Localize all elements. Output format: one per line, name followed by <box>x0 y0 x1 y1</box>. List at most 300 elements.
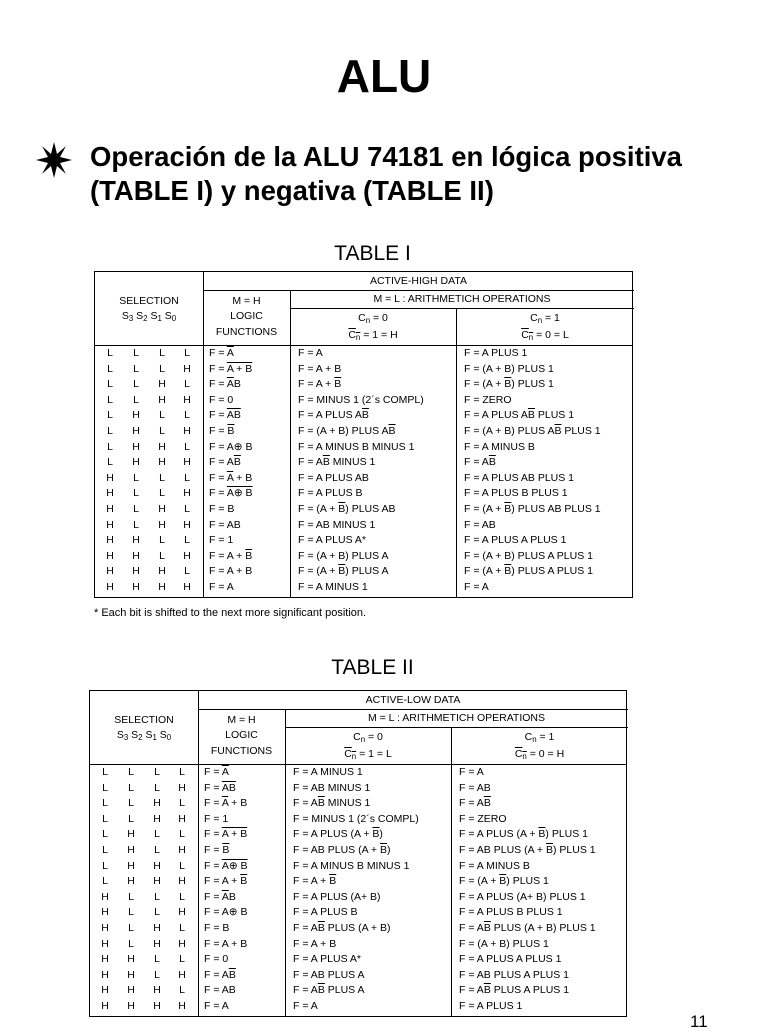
carry-subscript: n <box>351 752 357 761</box>
carry-symbol: $C_n$ <box>521 329 534 342</box>
selection-value: H <box>132 440 140 453</box>
carry-cn1-top <box>451 730 628 744</box>
formula-part: F = ZERO <box>459 812 507 825</box>
formula-part: F = (A + B) PLUS 1 <box>464 362 554 375</box>
selection-bit-prefix: S <box>164 309 172 322</box>
carry-subscript: n <box>365 316 371 325</box>
grid-line <box>203 290 634 291</box>
formula-part: ) PLUS AB PLUS 1 <box>511 503 601 515</box>
formula-part: ) <box>386 844 391 856</box>
selection-label: SELECTION <box>119 294 179 307</box>
formula-part: $\overline{B}$ <box>504 503 512 515</box>
a0-cell <box>298 424 395 440</box>
a1-cell <box>464 502 601 518</box>
a0-cell <box>293 952 361 968</box>
selection-value: H <box>153 1000 161 1012</box>
grid-line <box>198 709 628 710</box>
selection-value: L <box>179 922 185 934</box>
formula-part: $\overline{B}$ <box>322 456 330 469</box>
selection-value: L <box>133 393 139 406</box>
a1-cell <box>459 781 491 797</box>
selection-value: H <box>158 518 166 531</box>
selection-value: L <box>128 937 134 950</box>
formula-part: F = AB <box>209 518 241 531</box>
selection-value: L <box>184 440 190 453</box>
a1-cell <box>464 471 574 487</box>
a0-cell <box>293 921 390 937</box>
footnote: * Each bit is shifted to the next more significant position. <box>94 607 367 619</box>
selection-value: H <box>101 968 109 981</box>
a1-cell <box>459 843 596 859</box>
formula-part: F = A + B <box>204 937 248 950</box>
formula-part: F = <box>209 471 227 484</box>
selection-value: H <box>127 875 135 888</box>
formula-part: $\overline{B}$ <box>222 844 230 856</box>
formula-part: $\overline{B}$ <box>228 968 236 981</box>
formula-part: F = A PLUS A* <box>298 534 366 547</box>
selection-value: L <box>159 487 165 500</box>
selection-value: L <box>159 362 165 375</box>
a1-cell <box>464 564 593 580</box>
formula-part: F = A <box>459 797 484 810</box>
selection-value: H <box>132 565 140 578</box>
formula-part: F = <box>209 362 227 375</box>
a1-cell <box>459 905 563 921</box>
selection-value: H <box>183 549 191 562</box>
formula-part: F = A <box>464 581 489 593</box>
a1-cell <box>459 921 596 937</box>
logic-cell <box>209 486 253 502</box>
selection-label: SELECTION <box>114 713 174 726</box>
selection-value: H <box>158 378 166 391</box>
formula-part: A⊕ B <box>221 859 248 872</box>
formula-part: $\overline{B}$ <box>388 425 396 437</box>
logic-cell <box>204 765 229 781</box>
selection-value: H <box>106 549 114 562</box>
selection-value: H <box>101 890 109 903</box>
a1-cell <box>464 533 566 549</box>
carry-symbol: $C_n$ <box>524 731 537 744</box>
formula-part: $\overline{B}$ <box>338 565 346 578</box>
selection-value: H <box>153 797 161 810</box>
selection-value: H <box>183 518 191 531</box>
formula-part: F = A + <box>293 875 330 888</box>
formula-part: F = <box>204 766 222 778</box>
selection-value: L <box>107 440 113 453</box>
a1-cell <box>464 393 512 409</box>
formula-part: $\overline{B}$ <box>317 922 325 934</box>
logic-mode: M = H <box>227 714 256 726</box>
logic-label-2: FUNCTIONS <box>215 326 278 338</box>
selection-value: H <box>106 581 114 593</box>
formula-part: $\overline{AB}$ <box>221 781 236 794</box>
selection-value: H <box>153 859 161 872</box>
logic-label-2: FUNCTIONS <box>210 745 273 757</box>
formula-part: F = A MINUS 1 <box>293 766 363 778</box>
selection-value: H <box>106 518 114 531</box>
formula-part: PLUS (A + B) <box>324 922 391 934</box>
selection-value: L <box>133 347 139 359</box>
carry-value: = 0 = H <box>529 748 565 760</box>
formula-part: F = A <box>293 984 318 997</box>
selection-value: L <box>107 409 113 422</box>
formula-part: $\overline{B}$ <box>483 984 491 997</box>
logic-cell <box>209 362 252 378</box>
logic-cell <box>209 564 252 580</box>
table-row <box>90 999 626 1015</box>
formula-part: F = A PLUS (A+ B) <box>293 890 381 903</box>
table-row <box>95 564 632 580</box>
formula-part: F = A <box>204 1000 229 1012</box>
formula-part: MINUS 1 <box>324 797 371 810</box>
formula-part: $\overline{B}$ <box>329 875 337 888</box>
table-row <box>95 346 632 362</box>
a1-cell <box>459 890 586 906</box>
table-1-title: TABLE I <box>334 242 411 265</box>
formula-part: F = AB PLUS (A + <box>459 844 546 856</box>
a0-cell <box>298 549 388 565</box>
selection-value: L <box>154 953 160 966</box>
selection-value: L <box>102 844 108 856</box>
carry-symbol: $C_n$ <box>344 748 357 761</box>
table-row <box>95 377 632 393</box>
page-number: 11 <box>690 1012 708 1031</box>
a1-cell <box>459 796 491 812</box>
formula-part: F = A PLUS A <box>298 409 362 422</box>
formula-part: ) <box>379 828 383 841</box>
logic-cell <box>209 502 234 518</box>
formula-part: $\overline{B}$ <box>317 984 325 997</box>
formula-part: F = A PLUS A PLUS 1 <box>459 953 562 966</box>
logic-cell <box>209 533 233 549</box>
selection-value: H <box>158 503 166 515</box>
carry-subscript: n <box>355 333 361 342</box>
selection-value: L <box>179 890 185 903</box>
a1-cell <box>464 549 593 565</box>
logic-cell <box>209 440 253 456</box>
formula-part: $\overline{B}$ <box>527 409 535 422</box>
table-body <box>89 765 627 1017</box>
formula-part: $\overline{A}$ <box>226 347 234 359</box>
formula-part: F = 0 <box>209 393 234 406</box>
formula-part: F = <box>209 487 227 500</box>
selection-value: H <box>132 534 140 547</box>
selection-value: L <box>184 409 190 422</box>
selection-bit-index: 3 <box>123 732 129 742</box>
logic-cell <box>204 999 229 1015</box>
formula-part: B <box>228 890 236 903</box>
formula-part: A + B <box>221 828 248 841</box>
formula-part: ) PLUS A <box>345 565 389 578</box>
selection-value: L <box>179 859 185 872</box>
logic-cell <box>209 393 233 409</box>
logic-cell <box>204 905 248 921</box>
formula-part: F = A PLUS 1 <box>459 1000 523 1012</box>
carry-value: = 1 <box>539 731 555 743</box>
a0-cell <box>298 393 424 409</box>
carry-cn0-bottom <box>290 328 456 342</box>
selection-value: L <box>154 781 160 794</box>
formula-part: $\overline{B}$ <box>538 828 546 841</box>
logic-cell <box>204 937 247 953</box>
formula-part: F = AB <box>459 781 491 794</box>
carry-subscript: n <box>360 735 366 744</box>
table-row <box>90 874 626 890</box>
a0-cell <box>293 890 381 906</box>
formula-part: F = MINUS 1 (2´s COMPL) <box>298 393 424 406</box>
selection-value: H <box>101 906 109 919</box>
selection-value: H <box>183 425 191 437</box>
grid-line <box>290 308 634 309</box>
formula-part: F = A PLUS A PLUS 1 <box>464 534 567 547</box>
formula-part: A + B <box>226 362 253 375</box>
selection-value: H <box>106 503 114 515</box>
a0-cell <box>293 796 370 812</box>
formula-part: PLUS (A + B) PLUS 1 <box>490 922 596 934</box>
formula-part: $\overline{B}$ <box>361 409 369 422</box>
selection-value: L <box>159 549 165 562</box>
carry-subscript: n <box>537 316 543 325</box>
logic-mode: M = H <box>232 295 261 307</box>
a0-cell <box>298 408 369 424</box>
formula-part: $\overline{B}$ <box>334 378 342 391</box>
logic-label-1: LOGIC <box>230 310 263 322</box>
formula-part: PLUS 1 <box>534 409 575 422</box>
table-row <box>95 393 632 409</box>
logic-cell <box>209 377 241 393</box>
selection-value: L <box>154 968 160 981</box>
selection-value: L <box>128 906 134 919</box>
arith-mode: M = L : ARITHMETICH OPERATIONS <box>367 712 546 724</box>
formula-part: $\overline{A}$ <box>226 471 234 484</box>
formula-part: F = 0 <box>204 953 229 966</box>
formula-part: ) PLUS 1 <box>545 828 589 841</box>
selection-value: L <box>159 347 165 359</box>
selection-value: L <box>107 425 113 437</box>
carry-cn1-top <box>456 311 634 325</box>
a1-cell <box>464 346 527 362</box>
selection-value: H <box>183 487 191 500</box>
selection-value: L <box>107 378 113 391</box>
a1-cell <box>459 983 569 999</box>
selection-value: H <box>158 456 166 469</box>
table-row <box>95 408 632 424</box>
carry-symbol: $C_n$ <box>530 312 543 325</box>
selection-value: H <box>127 953 135 966</box>
selection-value: L <box>128 890 134 903</box>
a0-cell <box>298 440 414 456</box>
logic-cell <box>204 874 247 890</box>
logic-cell <box>209 455 241 471</box>
a0-cell <box>298 564 388 580</box>
selection-value: H <box>183 456 191 469</box>
formula-part: F = A PLUS A* <box>293 953 361 966</box>
selection-header <box>90 691 198 764</box>
selection-value: L <box>133 487 139 500</box>
a0-cell <box>298 486 363 502</box>
formula-part: $\overline{B}$ <box>372 828 380 841</box>
formula-part: F = AB MINUS 1 <box>298 518 376 531</box>
table-row <box>90 843 626 859</box>
a0-cell <box>293 999 318 1015</box>
selection-value: L <box>128 797 134 810</box>
selection-value: H <box>101 953 109 966</box>
formula-part: $\overline{B}$ <box>554 425 562 437</box>
formula-part: F = AB <box>464 518 496 531</box>
formula-part: F = A <box>459 766 484 778</box>
selection-value: L <box>133 471 139 484</box>
carry-subscript: n <box>532 735 537 744</box>
selection-value: H <box>158 565 166 578</box>
selection-value: H <box>106 565 114 578</box>
star-burst-icon <box>34 140 74 180</box>
formula-part: $\overline{B}$ <box>483 922 491 934</box>
selection-bits <box>117 728 171 743</box>
formula-part: F = ZERO <box>464 393 512 406</box>
selection-bit-index: 2 <box>143 313 148 323</box>
formula-part: F = A PLUS AB <box>298 471 369 484</box>
selection-value: L <box>159 471 165 484</box>
table-row <box>95 533 632 549</box>
formula-part: ) PLUS 1 <box>506 875 549 888</box>
selection-value: L <box>184 534 190 547</box>
heading-line-1: Operación de la ALU 74181 en lógica positiva <box>90 141 682 172</box>
formula-part: $\overline{A}$ <box>221 797 229 810</box>
selection-value: H <box>127 828 135 841</box>
table-header <box>94 271 633 346</box>
carry-subscript: n <box>528 333 534 342</box>
logic-cell <box>204 921 229 937</box>
formula-part: F = (A + <box>464 378 505 391</box>
selection-value: L <box>179 766 185 778</box>
a1-cell <box>464 518 496 534</box>
selection-value: L <box>159 425 165 437</box>
selection-value: L <box>184 565 190 578</box>
logic-cell <box>204 890 236 906</box>
formula-part: F = (A + <box>298 503 339 515</box>
formula-part: A⊕ B <box>226 487 253 500</box>
selection-bit-index: 3 <box>128 313 134 323</box>
formula-part: F = A MINUS B MINUS 1 <box>293 859 410 872</box>
selection-value: H <box>183 393 191 406</box>
formula-part: $\overline{B}$ <box>499 875 507 888</box>
selection-value: L <box>154 844 160 856</box>
formula-part: F = 1 <box>204 812 229 825</box>
logic-cell <box>209 549 252 565</box>
carry-symbol: $C_n$ <box>514 748 527 761</box>
selection-value: H <box>101 937 109 950</box>
heading-text <box>90 140 760 208</box>
selection-value: H <box>106 534 114 547</box>
selection-bit-index: 0 <box>171 313 177 323</box>
formula-part: F = A + B <box>298 362 342 375</box>
alu-table-1 <box>94 271 633 598</box>
carry-cn1-bottom <box>456 328 634 342</box>
formula-part: F = <box>204 828 222 841</box>
selection-value: H <box>153 812 161 825</box>
a0-cell <box>298 471 369 487</box>
carry-value: = 0 = L <box>536 329 569 341</box>
a1-cell <box>464 580 489 596</box>
carry-cn0-top <box>290 311 456 325</box>
formula-part: PLUS A PLUS 1 <box>490 984 570 997</box>
selection-value: L <box>107 347 113 359</box>
selection-value: H <box>153 875 161 888</box>
formula-part: F = A <box>298 456 323 469</box>
formula-part: F = A PLUS (A+ B) PLUS 1 <box>459 890 586 903</box>
formula-part: PLUS A <box>324 984 365 997</box>
selection-value: H <box>127 984 135 997</box>
formula-part: F = A PLUS (A + <box>293 828 373 841</box>
selection-value: H <box>101 1000 109 1012</box>
formula-part: F = MINUS 1 (2´s COMPL) <box>293 812 419 825</box>
formula-part: F = A + <box>298 378 335 391</box>
formula-part: F = <box>204 844 223 856</box>
a1-cell <box>464 455 496 471</box>
formula-part: $\overline{B}$ <box>504 378 512 391</box>
logic-cell <box>204 781 236 797</box>
table-row <box>90 890 626 906</box>
selection-value: H <box>158 440 166 453</box>
carry-symbol: $C_n$ <box>358 312 371 325</box>
formula-part: F = A <box>293 797 318 810</box>
selection-value: L <box>184 347 190 359</box>
logic-cell <box>204 796 247 812</box>
formula-part: F = A <box>459 922 484 934</box>
formula-part: F = <box>204 797 222 810</box>
carry-symbol: $C_n$ <box>348 329 361 342</box>
selection-value: H <box>127 1000 135 1012</box>
formula-part: F = A PLUS B <box>293 906 358 919</box>
a0-cell <box>293 765 363 781</box>
formula-part: F = <box>209 425 228 437</box>
selection-value: H <box>178 875 186 888</box>
formula-part: MINUS 1 <box>329 456 376 469</box>
a1-cell <box>464 440 535 456</box>
table-row <box>90 781 626 797</box>
formula-part: PLUS 1 <box>561 425 601 437</box>
formula-part: F = (A + <box>298 565 339 578</box>
a1-cell <box>459 765 484 781</box>
selection-value: H <box>127 859 135 872</box>
a0-cell <box>293 843 390 859</box>
selection-bit-prefix: S <box>131 728 139 741</box>
selection-bit-prefix: S <box>121 309 129 322</box>
selection-value: H <box>153 922 161 934</box>
formula-part: F = A MINUS B <box>464 440 535 453</box>
table-row <box>95 486 632 502</box>
selection-bit-index: 0 <box>166 732 172 742</box>
table-row <box>95 502 632 518</box>
formula-part: F = <box>204 781 222 794</box>
formula-part: F = A <box>204 968 229 981</box>
formula-part: ) PLUS A PLUS 1 <box>511 565 594 578</box>
a1-cell <box>464 377 554 393</box>
logic-cell <box>204 983 236 999</box>
selection-value: H <box>158 393 166 406</box>
selection-value: H <box>101 984 109 997</box>
a1-cell <box>459 952 561 968</box>
logic-cell <box>209 408 241 424</box>
selection-value: H <box>106 487 114 500</box>
formula-part: B <box>233 378 241 391</box>
formula-part: F = A PLUS A <box>464 409 528 422</box>
table-row <box>95 580 632 596</box>
formula-part: F = A MINUS B MINUS 1 <box>298 440 415 453</box>
table-row <box>95 549 632 565</box>
selection-bits <box>122 309 176 324</box>
formula-part: F = A <box>209 581 234 593</box>
